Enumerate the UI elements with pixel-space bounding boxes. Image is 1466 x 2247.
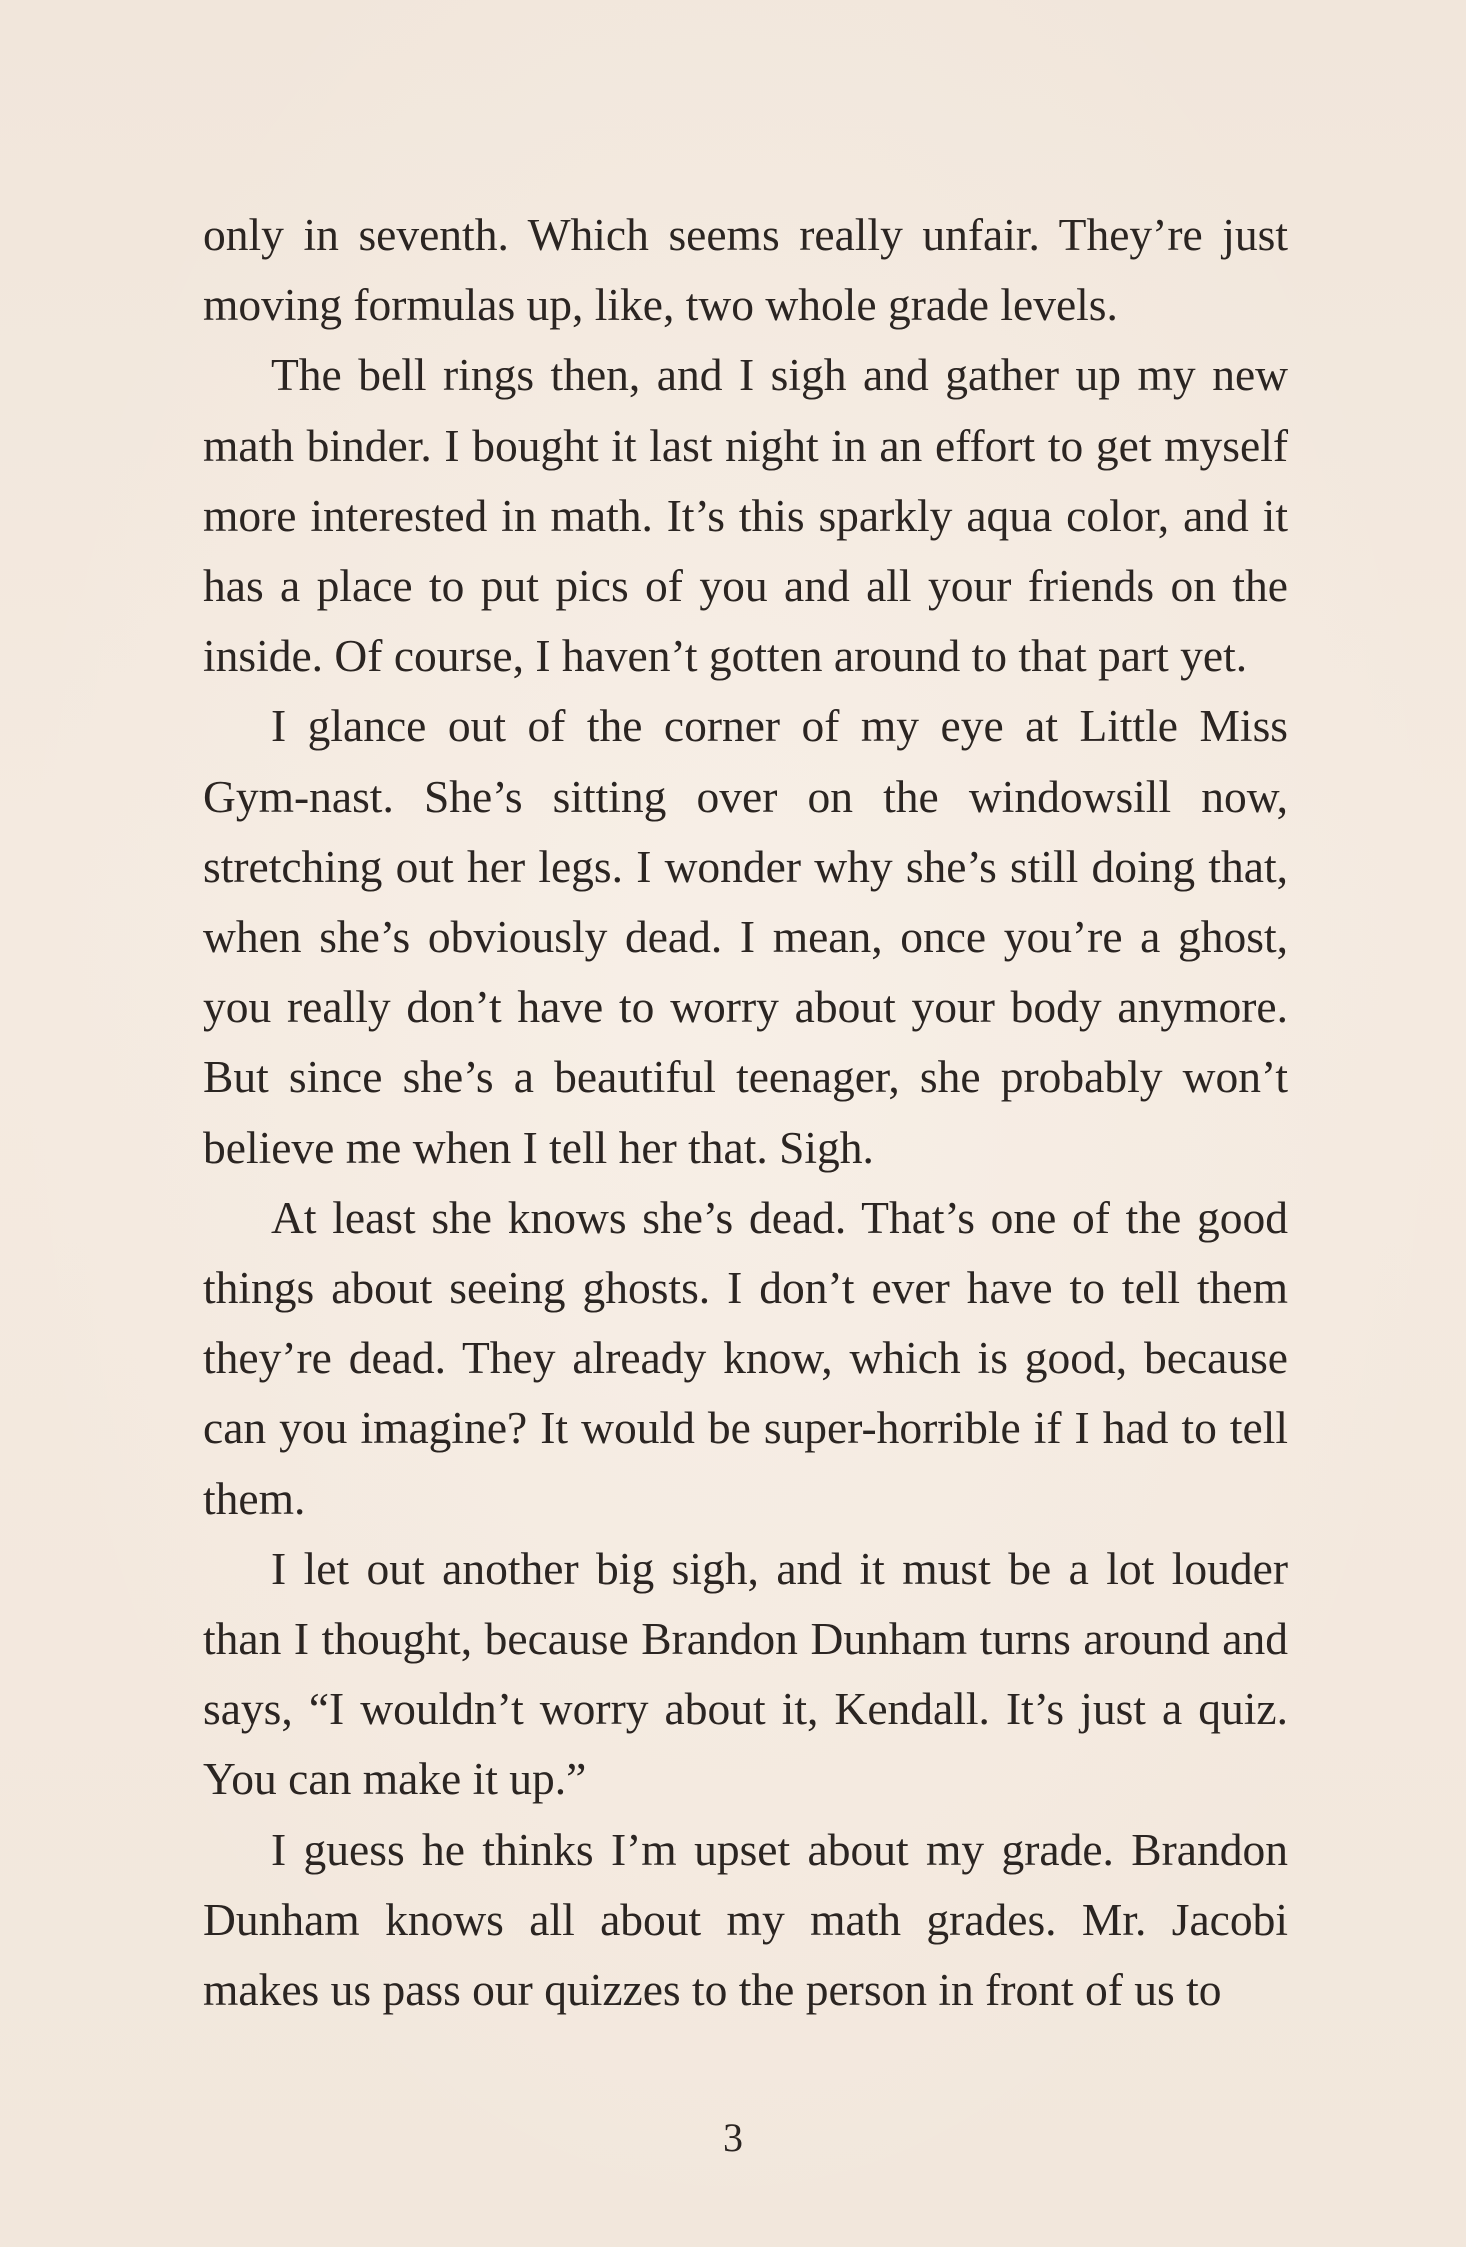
paragraph: I guess he thinks I’m upset about my grade. Brandon Dunham knows all about my math grades. Mr. Jacobi makes us pass our quizzes to the person in front of us to bbox=[203, 1823, 1288, 2016]
paragraph: I glance out of the corner of my eye at Little Miss Gym-nast. She’s sitting over on the windowsill now, stretching out her legs. I wonder why she’s still doing that, when she’s obviously dead. I mean, once you’re a ghost, you really don’t have to worry about your body anymore. But since she’s a beautiful teenager, she probably won’t believe me when I tell her that. Sigh. bbox=[203, 700, 1288, 1173]
paragraph: The bell rings then, and I sigh and gather up my new math binder. I bought it last night in an effort to get myself more interested in math. It’s this sparkly aqua color, and it has a place to put pics of you and all your friends on the inside. Of course, I haven’t gotten around to that part yet. bbox=[203, 349, 1288, 682]
body-text bbox=[203, 200, 1288, 2025]
paragraph-continued: only in seventh. Which seems really unfair. They’re just moving formulas up, like, two whole grade levels. bbox=[203, 209, 1288, 331]
page-number: 3 bbox=[723, 2115, 743, 2160]
paragraph: I let out another big sigh, and it must be a lot louder than I thought, because Brandon Dunham turns around and says, “I wouldn’t worry about it, Kendall. It’s just a quiz. You can make it up.” bbox=[203, 1542, 1288, 1805]
paragraph: At least she knows she’s dead. That’s one of the good things about seeing ghosts. I don’t ever have to tell them they’re dead. They already know, which is good, because can you imagine? It would be super-horrible if I had to tell them. bbox=[203, 1191, 1288, 1524]
